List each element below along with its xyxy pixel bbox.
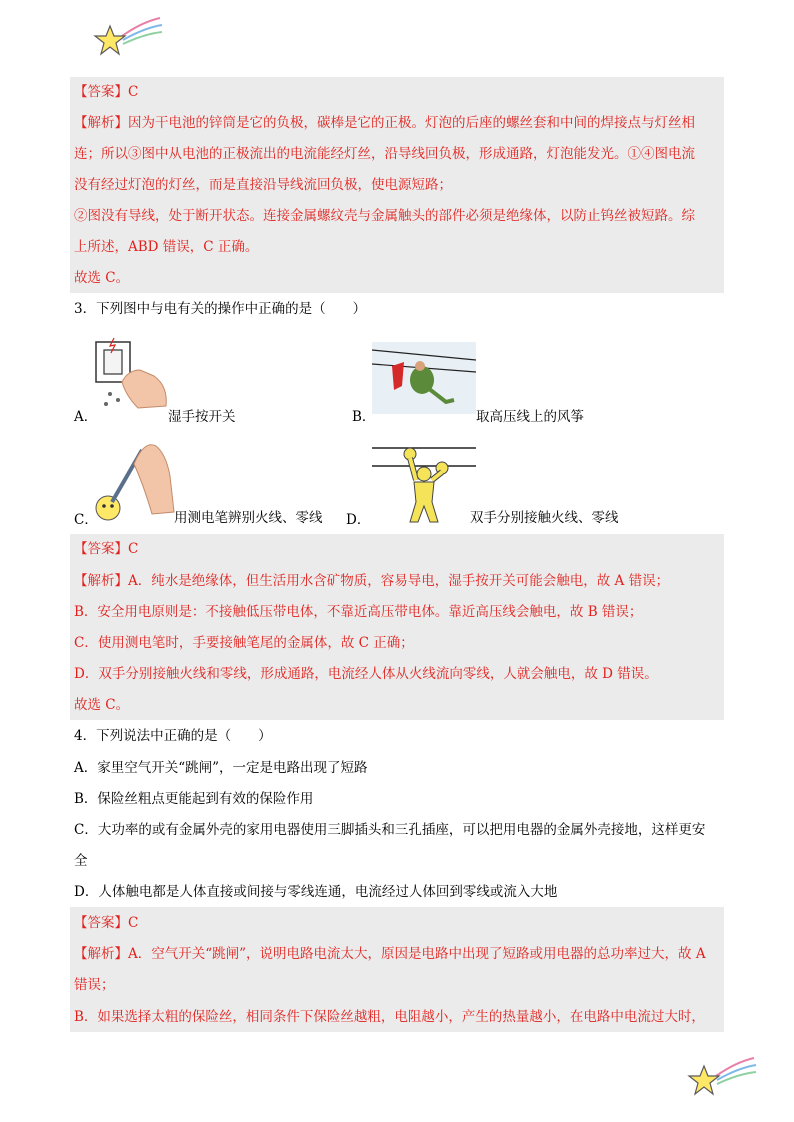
shooting-star-icon xyxy=(92,16,164,60)
explanation-line: 没有经过灯泡的灯丝，而是直接沿导线流回负极，使电源短路； xyxy=(74,177,452,193)
answer-label: 【答案】C xyxy=(74,541,139,557)
option-c-text: 用测电笔辨别火线、零线 xyxy=(174,510,323,526)
explanation-line: 【解析】因为干电池的锌筒是它的负极，碳棒是它的正极。灯泡的后座的螺丝套和中间的焊接点与灯丝相 xyxy=(74,115,695,131)
explanation-line: C．使用测电笔时，手要接触笔尾的金属体，故 C 正确； xyxy=(74,635,414,651)
explanation-line: 连；所以③图中从电池的正极流出的电流能经灯丝，沿导线回负极，形成通路，灯泡能发光。①④图电流 xyxy=(74,146,695,162)
option-d-text: 双手分别接触火线、零线 xyxy=(470,510,619,526)
kite-power-line-figure xyxy=(372,342,476,414)
option-b-text: 取高压线上的风筝 xyxy=(476,409,584,425)
option-a-letter: A． xyxy=(74,409,98,425)
test-pen-outlet-figure xyxy=(90,436,178,522)
explanation-line: 【解析】A．空气开关“跳闸”，说明电路电流太大，原因是电路中出现了短路或用电器的总功率过大，故 A xyxy=(74,946,706,962)
answer-explanation-block xyxy=(70,534,724,720)
option-c-continued: 全 xyxy=(74,853,88,869)
explanation-line: ②图没有导线，处于断开状态。连接金属螺纹壳与金属触头的部件必须是绝缘体，以防止钨丝被短路。综 xyxy=(74,208,695,224)
option-b: B．保险丝粗点更能起到有效的保险作用 xyxy=(74,791,314,807)
explanation-line: D．双手分别接触火线和零线，形成通路，电流经人体从火线流向零线，人就会触电，故 D 错误。 xyxy=(74,666,658,682)
option-b-letter: B． xyxy=(352,409,376,425)
explanation-line: 上所述，ABD 错误，C 正确。 xyxy=(74,239,259,255)
option-c: C．大功率的或有金属外壳的家用电器使用三脚插头和三孔插座，可以把用电器的金属外壳接地，这样更安 xyxy=(74,822,706,838)
explanation-line: B．安全用电原则是：不接触低压带电体，不靠近高压带电体。靠近高压线会触电，故 B 错误； xyxy=(74,604,643,620)
explanation-line: B．如果选择太粗的保险丝，相同条件下保险丝越粗，电阻越小，产生的热量越小，在电路中电流过大时， xyxy=(74,1009,705,1025)
explanation-line: 故选 C。 xyxy=(74,697,130,713)
wet-hand-switch-figure xyxy=(88,336,172,414)
option-c-letter: C． xyxy=(74,512,98,528)
shooting-star-icon xyxy=(686,1056,758,1100)
option-d: D．人体触电都是人体直接或间接与零线连通，电流经过人体回到零线或流入大地 xyxy=(74,884,558,900)
question-stem: 3．下列图中与电有关的操作中正确的是（ ） xyxy=(74,301,367,317)
option-a-text: 湿手按开关 xyxy=(168,409,236,425)
explanation-line: 故选 C。 xyxy=(74,270,130,286)
explanation-line: 错误； xyxy=(74,977,115,993)
answer-label: 【答案】C xyxy=(74,84,139,100)
question-stem: 4．下列说法中正确的是（ ） xyxy=(74,728,272,744)
option-d-letter: D． xyxy=(346,512,371,528)
both-wires-person-figure xyxy=(372,440,476,526)
option-a: A．家里空气开关“跳闸”，一定是电路出现了短路 xyxy=(74,760,368,776)
answer-label: 【答案】C xyxy=(74,915,139,931)
explanation-line: 【解析】A．纯水是绝缘体，但生活用水含矿物质，容易导电，湿手按开关可能会触电，故 A 错误； xyxy=(74,573,670,589)
